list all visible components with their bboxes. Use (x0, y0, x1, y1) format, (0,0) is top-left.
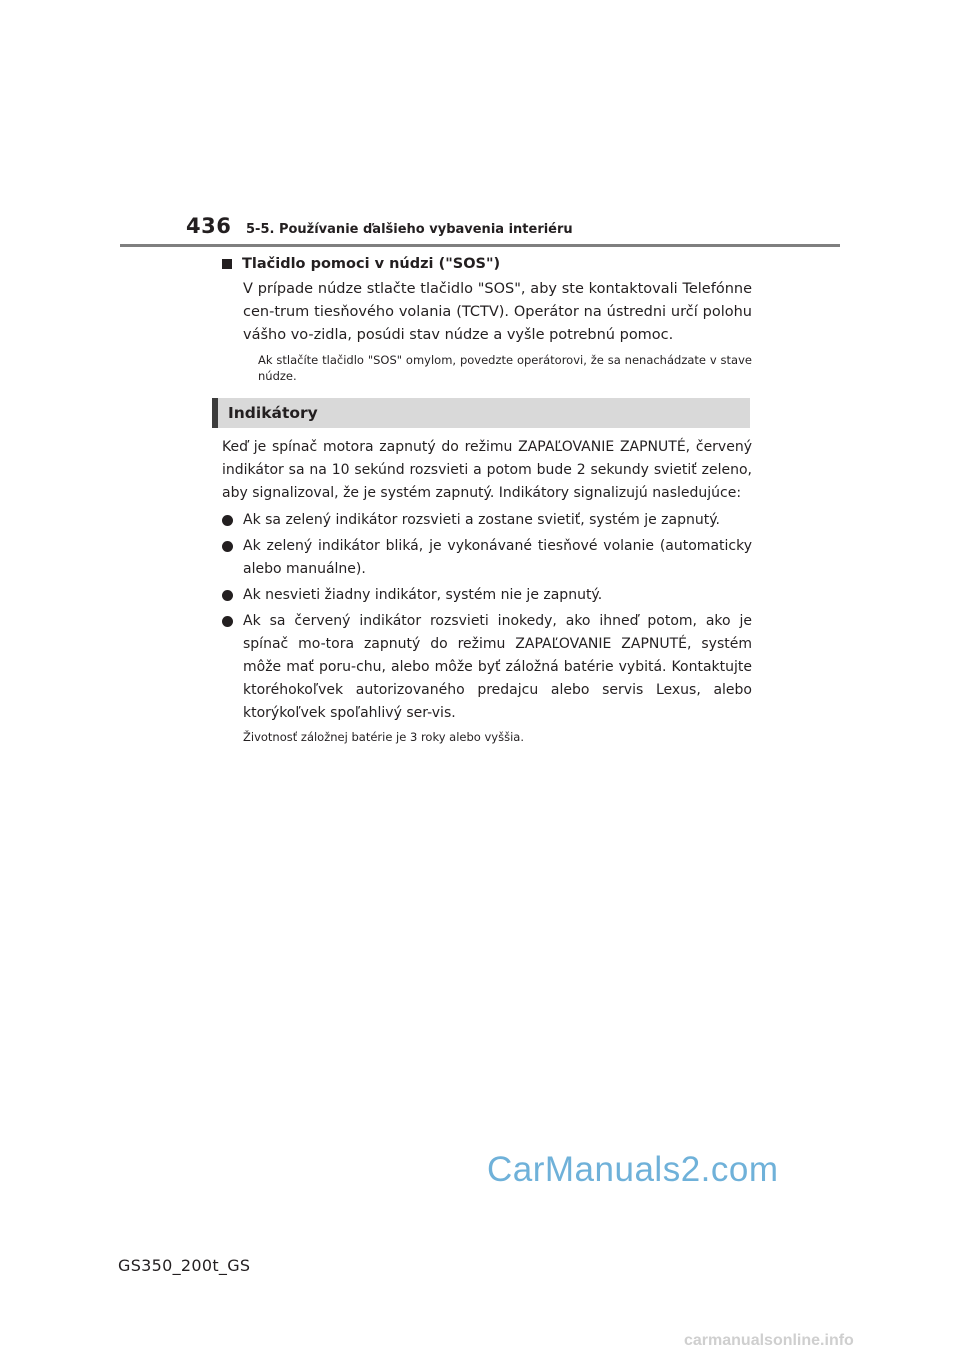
list-item (222, 610, 752, 725)
list-item-text: Ak sa zelený indikátor rozsvieti a zostane svietiť, systém je zapnutý. (243, 512, 720, 528)
sos-subheading-text: Tlačidlo pomoci v núdzi ("SOS") (242, 256, 501, 272)
bullet-dot-icon (222, 590, 233, 601)
page-content (222, 256, 752, 745)
header-rule (120, 244, 840, 247)
bullet-dot-icon (222, 515, 233, 526)
sos-subheading (222, 256, 752, 272)
footer-code: GS350_200t_GS (118, 1256, 251, 1275)
list-item (222, 584, 752, 607)
square-bullet-icon (222, 259, 232, 269)
indicator-bullet-list (222, 509, 752, 725)
section-title: 5-5. Používanie ďalšieho vybavenia interiéru (246, 222, 573, 237)
battery-note: Životnosť záložnej batérie je 3 roky alebo vyššia. (243, 730, 524, 744)
list-item-text: Ak nesvieti žiadny indikátor, systém nie je zapnutý. (243, 587, 603, 603)
sos-note-text: Ak stlačíte tlačidlo "SOS" omylom, povedzte operátorovi, že sa nenachádzate v stave núdze. (258, 353, 752, 383)
watermark-carmanuals2[interactable]: CarManuals2.com (487, 1150, 779, 1189)
list-item (222, 509, 752, 532)
list-item (222, 535, 752, 581)
bullet-dot-icon (222, 541, 233, 552)
bullet-dot-icon (222, 616, 233, 627)
indicators-intro: Keď je spínač motora zapnutý do režimu ZAPAĽOVANIE ZAPNUTÉ, červený indikátor sa na 10 sekúnd rozsvieti a potom bude 2 sekundy svietiť zeleno, aby signalizoval, že je systém zapnutý. Indikátory signalizujú nasledujúce: (222, 439, 752, 501)
sos-body-text: V prípade núdze stlačte tlačidlo "SOS", aby ste kontaktovali Telefónne cen-trum tiesňového volania (TCTV). Operátor na ústredni určí polohu vášho vo-zidla, posúdi stav núdze a vyšle potrebnú pomoc. (243, 281, 752, 343)
list-item-text: Ak zelený indikátor bliká, je vykonávané tiesňové volanie (automaticky alebo manuálne). (243, 538, 752, 577)
page-number: 436 (186, 214, 232, 238)
indicators-heading-text: Indikátory (228, 404, 318, 422)
list-item-text: Ak sa červený indikátor rozsvieti inokedy, ako ihneď potom, ako je spínač mo-tora zapnutý do režimu ZAPAĽOVANIE ZAPNUTÉ, systém môže mať poru-chu, alebo môže byť záložná batérie vybitá. Kontaktujte ktoréhokoľvek autorizovaného predajcu alebo servis Lexus, alebo ktorýkoľvek spoľahlivý ser-vis. (243, 613, 752, 721)
indicators-heading (212, 398, 750, 428)
watermark-carmanualsonline[interactable]: carmanualsonline.info (684, 1332, 854, 1349)
